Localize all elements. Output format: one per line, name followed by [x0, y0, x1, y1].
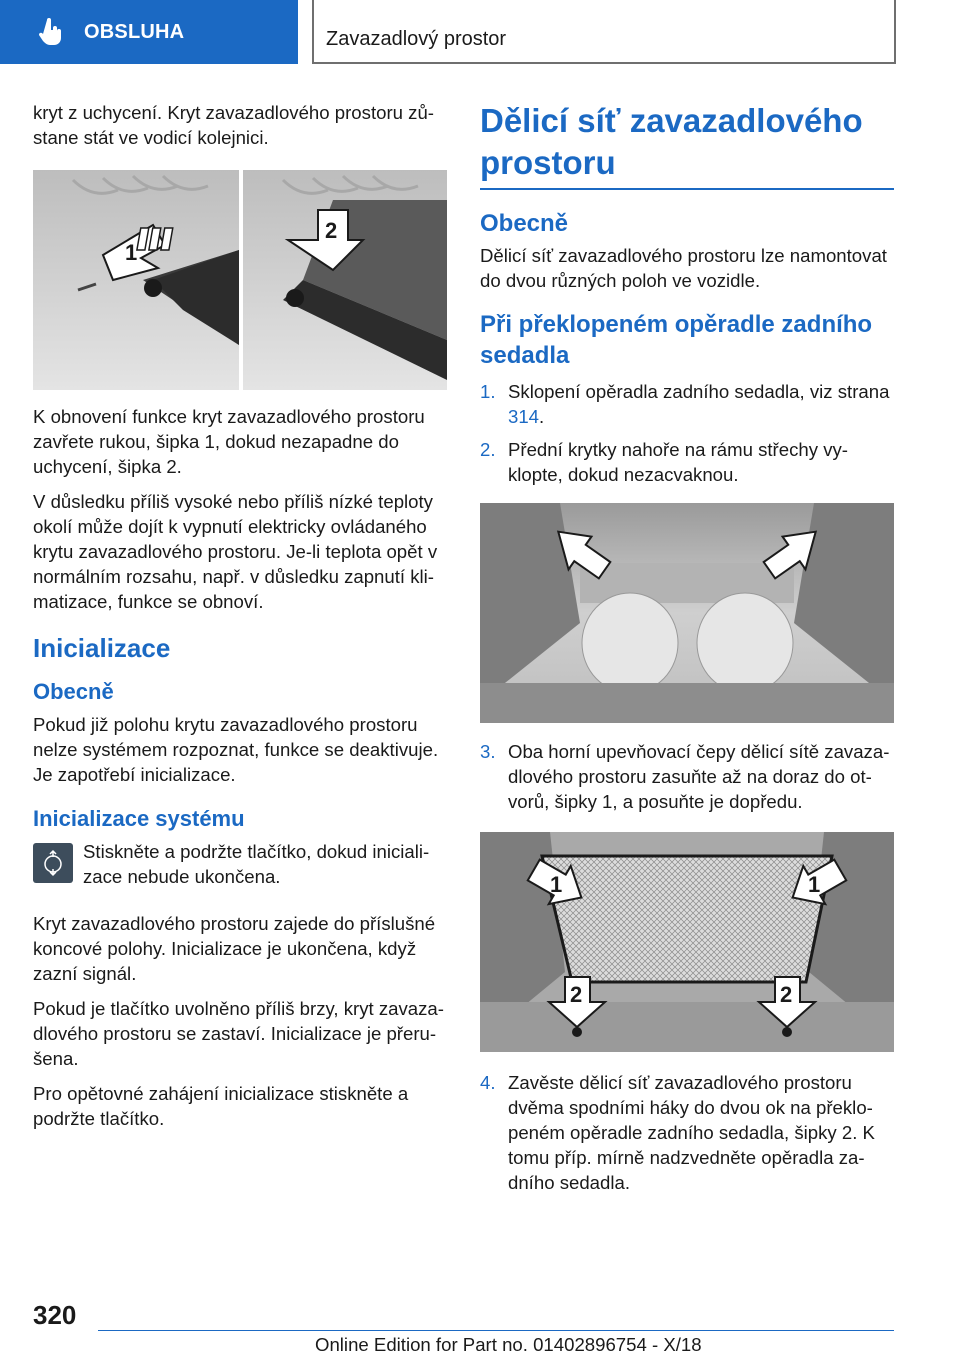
net-figure-label-2b: 2	[780, 982, 793, 1007]
chapter-tab-label: OBSLUHA	[84, 20, 185, 43]
step-4-text: Zavěste dělicí síť zavazadlového prostoru dvěma spodními háky do dvou ok na překlo-peném opěradle zadního sedadla, šipky 2. K tomu příp. mírně nadzvedněte opěradla za-dního sedadla.	[508, 1072, 875, 1193]
button-instruction-text: Stiskněte a podržte tlačítko, dokud iniciali-zace nebude ukončena.	[83, 841, 430, 887]
step-4-number: 4.	[480, 1072, 496, 1093]
early-release-paragraph: Pokud je tlačítko uvolněno příliš brzy, kryt zavaza-dlového prostoru se zastaví. Inicializace je přeru-šena.	[33, 998, 444, 1069]
right-column	[480, 100, 894, 1203]
step-2-text: Přední krytky nahoře na rámu střechy vy-klopte, dokud nezacvaknou.	[508, 439, 848, 485]
init-paragraph: Pokud již polohu krytu zavazadlového prostoru nelze systémem rozpoznat, funkce se deaktivuje. Je zapotřebí inicializace.	[33, 714, 439, 785]
restart-paragraph: Pro opětovné zahájení inicializace stiskněte a podržte tlačítko.	[33, 1083, 409, 1129]
net-figure-label-2a: 2	[570, 982, 583, 1007]
step-1-number: 1.	[480, 381, 496, 402]
edition-note: Online Edition for Part no. 01402896754 - X/18	[315, 1334, 702, 1355]
heading-system-init: Inicializace systému	[33, 806, 245, 831]
heading-divider-net: Dělicí síť zavazadlového prostoru	[480, 102, 863, 181]
net-figure-label-1b: 1	[808, 872, 821, 897]
heading-initialization: Inicializace	[33, 633, 171, 663]
restore-paragraph: K obnovení funkce kryt zavazadlového prostoru zavřete rukou, šipka 1, dokud nezapadne do uchycení, šipka 2.	[33, 406, 425, 477]
chapter-title: Zavazadlový prostor	[326, 28, 507, 50]
figure-label-2: 2	[325, 218, 338, 243]
heading-folded-seat: Při překlopeném opěradle zadního sedadla	[480, 311, 873, 369]
step-2	[480, 437, 894, 487]
section-rule	[480, 188, 894, 190]
heading-general-left: Obecně	[33, 679, 114, 704]
net-install-figure	[480, 832, 894, 1052]
cover-figure	[33, 170, 447, 390]
roof-frame-figure	[480, 503, 894, 723]
step-1-body: Sklopení opěradla zadního sedadla, viz strana	[508, 381, 890, 402]
hand-pointer-icon	[36, 17, 66, 47]
step-1-text	[508, 379, 894, 429]
left-column	[33, 100, 447, 1141]
step-3	[480, 739, 894, 814]
net-general-paragraph: Dělicí síť zavazadlového prostoru lze namontovat do dvou různých poloh ve vozidle.	[480, 245, 887, 291]
intro-paragraph: kryt z uchycení. Kryt zavazadlového prostoru zů-stane stát ve vodicí kolejnici.	[33, 102, 434, 148]
step-1-end: .	[539, 406, 545, 427]
chapter-title-box	[312, 0, 896, 64]
step-1	[480, 379, 894, 429]
endposition-paragraph: Kryt zavazadlového prostoru zajede do příslušné koncové polohy. Inicializace je ukončena, když zazní signál.	[33, 913, 436, 984]
step-4	[480, 1070, 894, 1195]
step-2-number: 2.	[480, 439, 496, 460]
page-link-314[interactable]: 314	[508, 406, 540, 427]
step-3-number: 3.	[480, 741, 496, 762]
button-instruction	[33, 839, 447, 889]
footer-rule	[98, 1330, 894, 1331]
figure-label-1: 1	[125, 240, 138, 265]
cover-button-icon	[33, 843, 73, 883]
chapter-tab[interactable]	[0, 0, 298, 64]
net-figure-label-1a: 1	[550, 872, 563, 897]
temperature-paragraph: V důsledku příliš vysoké nebo příliš nízké teploty okolí může dojít k vypnutí elektricky ovládaného krytu zavazadlového prostoru. Je-li teplota opět v normálním rozsahu, např. v důsledku zapnutí kli-matizace, funkce se obnoví.	[33, 491, 438, 612]
heading-general-right: Obecně	[480, 210, 569, 237]
page-number: 320	[33, 1300, 77, 1330]
step-3-text: Oba horní upevňovací čepy dělicí sítě zavaza-dlového prostoru zasuňte až na doraz do ot-vorů, šipky 1, a posuňte je dopředu.	[508, 741, 890, 812]
